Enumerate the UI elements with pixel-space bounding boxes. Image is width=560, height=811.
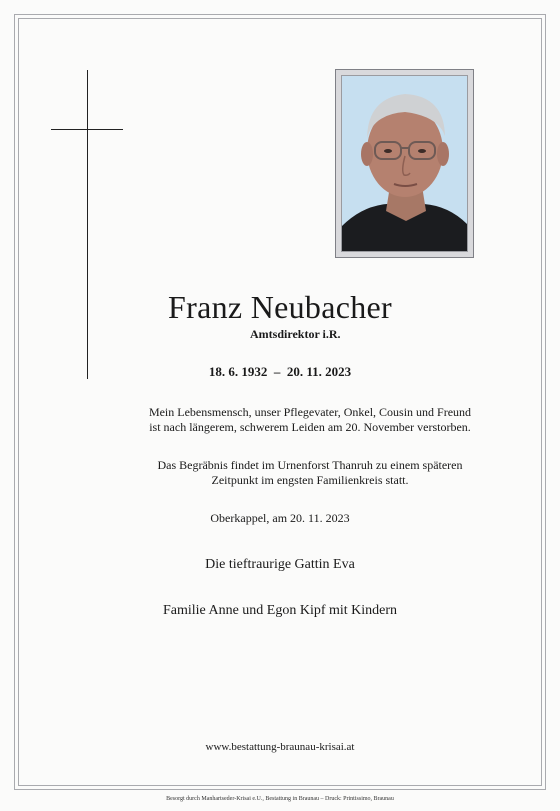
funeral-notice bbox=[140, 458, 480, 488]
cross-vertical-bar bbox=[87, 70, 88, 379]
death-announcement bbox=[140, 405, 480, 435]
mourner-family: Familie Anne und Egon Kipf mit Kindern bbox=[162, 603, 398, 618]
website-link[interactable]: www.bestattung-braunau-krisai.at bbox=[205, 741, 355, 753]
life-dates: 18. 6. 1932 – 20. 11. 2023 bbox=[208, 364, 352, 379]
portrait-frame bbox=[335, 69, 474, 258]
funeral-line: Das Begräbnis findet im Urnenforst Thanruh zu einem späteren bbox=[157, 458, 463, 472]
funeral-line: Zeitpunkt im engsten Familienkreis statt. bbox=[211, 473, 409, 487]
portrait-illustration bbox=[342, 76, 468, 252]
cross-horizontal-bar bbox=[51, 129, 123, 130]
deceased-title: Amtsdirektor i.R. bbox=[250, 327, 341, 341]
mourner-widow: Die tieftraurige Gattin Eva bbox=[205, 557, 355, 572]
announcement-line: Mein Lebensmensch, unser Pflegevater, Onkel, Cousin und Freund bbox=[148, 405, 472, 419]
printer-footer: Besorgt durch Manhartseder-Krisai e.U., Bestattung in Braunau – Druck: Printissimo, Braunau bbox=[166, 796, 394, 802]
portrait-photo bbox=[341, 75, 468, 252]
deceased-name: Franz Neubacher bbox=[168, 289, 392, 325]
place-and-date: Oberkappel, am 20. 11. 2023 bbox=[210, 511, 350, 525]
announcement-line: ist nach längerem, schwerem Leiden am 20. November verstorben. bbox=[149, 420, 471, 434]
